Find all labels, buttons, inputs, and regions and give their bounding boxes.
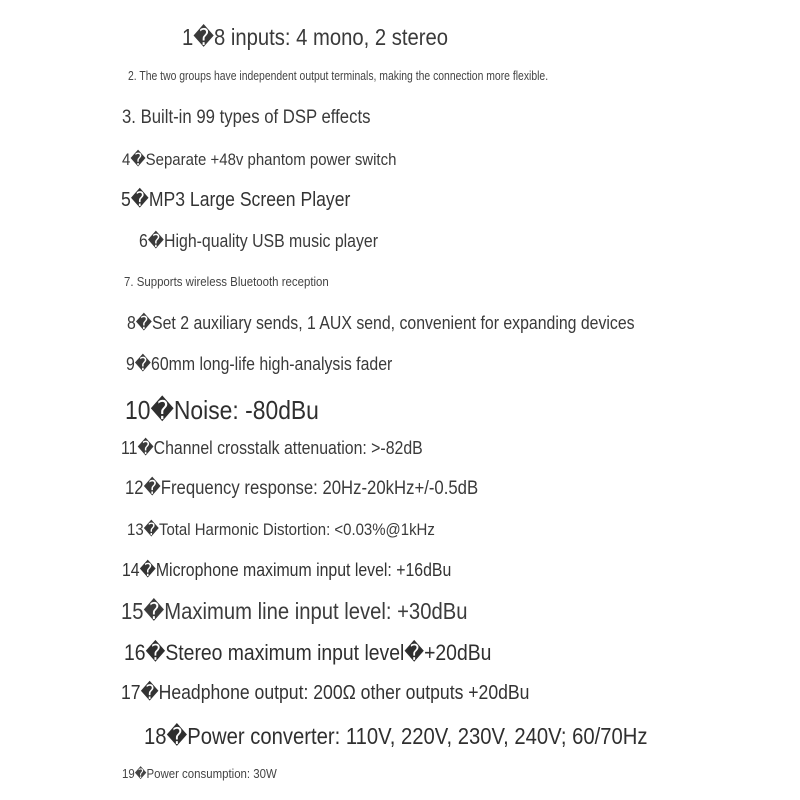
spec-item-dsp-effects: 3. Built-in 99 types of DSP effects [122,107,371,128]
spec-item-inputs: 1�8 inputs: 4 mono, 2 stereo [182,24,449,50]
spec-item-frequency-response: 12�Frequency response: 20Hz-20kHz+/-0.5dB [125,478,479,499]
spec-item-fader: 9�60mm long-life high-analysis fader [126,354,393,374]
spec-item-stereo-input-level: 16�Stereo maximum input level�+20dBu [124,640,492,665]
spec-item-bluetooth: 7. Supports wireless Bluetooth reception [124,274,329,289]
spec-item-mp3-player: 5�MP3 Large Screen Player [121,189,351,211]
spec-item-headphone-output: 17�Headphone output: 200Ω other outputs +20dBu [121,682,530,704]
spec-item-usb-player: 6�High-quality USB music player [139,231,378,251]
spec-item-aux-sends: 8�Set 2 auxiliary sends, 1 AUX send, convenient for expanding devices [127,313,635,333]
spec-item-phantom-power: 4�Separate +48v phantom power switch [122,150,397,169]
spec-item-thd: 13�Total Harmonic Distortion: <0.03%@1kHz [127,520,435,539]
spec-item-output-terminals: 2. The two groups have independent output terminals, making the connection more flexible. [128,68,549,83]
spec-item-power-consumption: 19�Power consumption: 30W [122,766,277,781]
spec-item-mic-input-level: 14�Microphone maximum input level: +16dBu [122,560,452,580]
spec-item-power-converter: 18�Power converter: 110V, 220V, 230V, 240V; 60/70Hz [144,723,648,749]
spec-item-noise: 10�Noise: -80dBu [125,395,319,425]
spec-item-line-input-level: 15�Maximum line input level: +30dBu [121,598,468,624]
spec-item-crosstalk: 11�Channel crosstalk attenuation: >-82dB [121,438,423,458]
